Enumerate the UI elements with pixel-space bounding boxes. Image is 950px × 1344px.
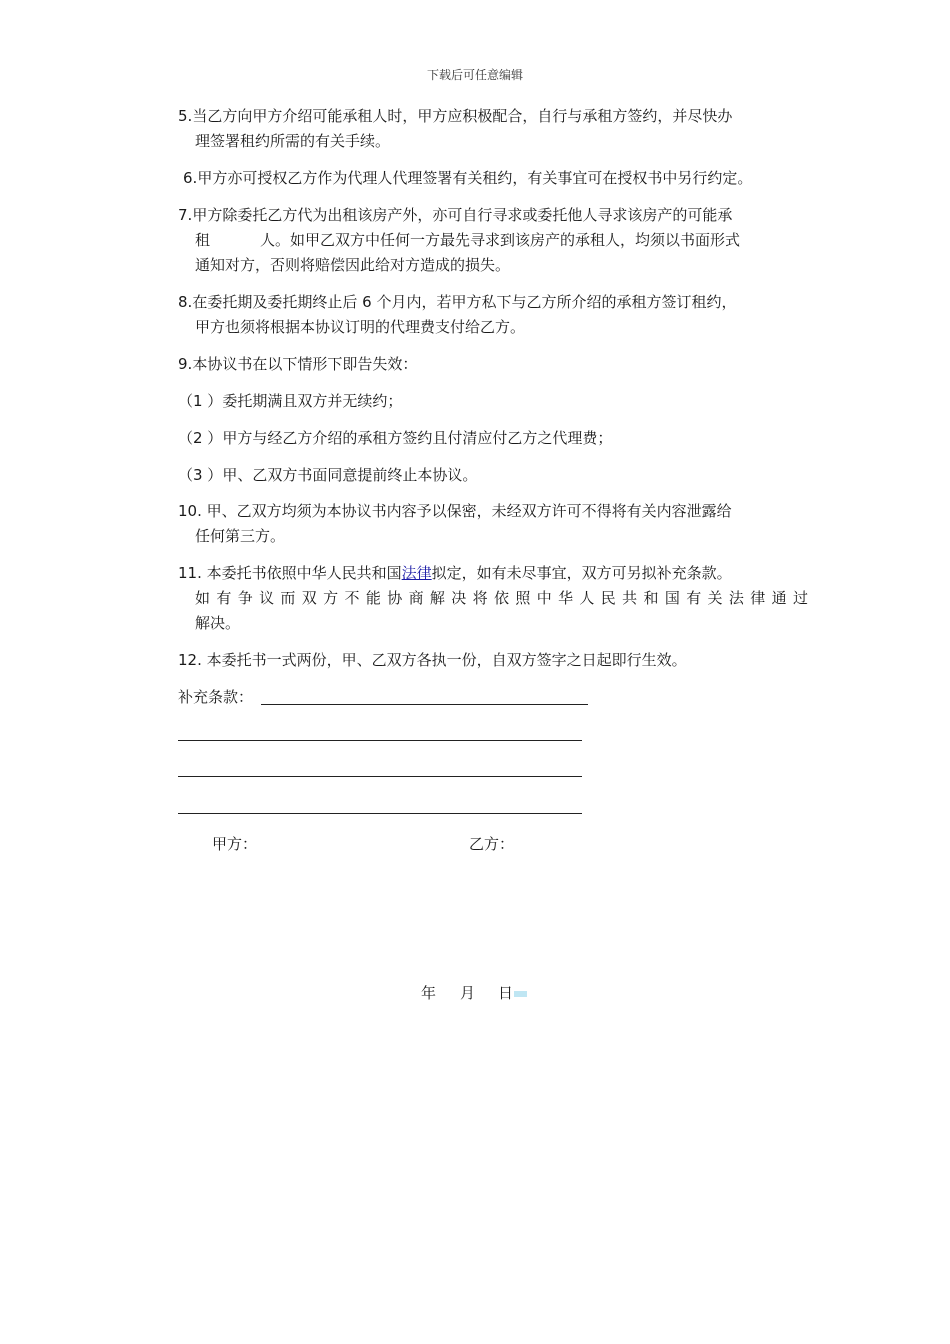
- clause-6: [183, 166, 823, 191]
- clause-number: 7.: [178, 206, 193, 224]
- party-b-label: 乙方：: [469, 835, 515, 853]
- clause-text: 甲方除委托乙方代为出租该房产外，亦可自行寻求或委托他人寻求该房产的可能承: [192, 206, 733, 224]
- clause-number: 5.: [178, 107, 193, 125]
- clause-text-fragment: 人。如甲乙双方中任何一方最先寻求到该房产的承租人，均须以书面形式: [260, 231, 741, 249]
- clause-text: 甲、乙双方均须为本协议书内容予以保密，未经双方许可不得将有关内容泄露给: [201, 502, 732, 520]
- clause-number: 8.: [178, 293, 193, 311]
- clause-text: 本委托书一式两份，甲、乙双方各执一份，自双方签字之日起即行生效。: [201, 651, 687, 669]
- clause-text-cont: 甲方也须将根据本协议订明的代理费支付给乙方。: [195, 318, 526, 336]
- clause-10: [178, 499, 808, 549]
- supplement-line[interactable]: [178, 776, 582, 777]
- clause-11: [178, 561, 808, 636]
- clause-text: 本协议书在以下情形下即告失效：: [192, 355, 418, 373]
- sub-clause-text: 委托期满且双方并无续约；: [222, 392, 403, 410]
- clause-8: [178, 290, 808, 340]
- clause-number: 11.: [178, 564, 202, 582]
- sub-clause-text: 甲方与经乙方介绍的承租方签约且付清应付乙方之代理费；: [222, 429, 613, 447]
- clause-number: 10.: [178, 502, 202, 520]
- sub-clause-2: [178, 426, 808, 451]
- clause-number: 6.: [183, 169, 198, 187]
- clause-7: [178, 203, 808, 278]
- party-a-label: 甲方：: [212, 835, 258, 853]
- supplement-line[interactable]: [178, 740, 582, 741]
- clause-text: 本委托书依照中华人民共和国: [201, 564, 402, 582]
- supplement-label: 补充条款：: [178, 688, 254, 706]
- clause-text-cont: 任何第三方。: [195, 527, 286, 545]
- clause-text-cont: 如有争议而双方不能协商解决将依照中华人民共和国有关法律通过: [195, 589, 808, 607]
- sub-clause-number: （3 ）: [178, 466, 223, 484]
- clause-text-cont: 通知对方，否则将赔偿因此给对方造成的损失。: [195, 256, 511, 274]
- clause-text: 在委托期及委托期终止后: [192, 293, 358, 311]
- date-year: 年: [421, 984, 437, 1002]
- supplement-line[interactable]: [178, 813, 582, 814]
- sub-clause-3: [178, 463, 808, 488]
- supplement-line[interactable]: [261, 704, 588, 705]
- sub-clause-number: （2 ）: [178, 429, 223, 447]
- clause-text-cont: 解决。: [195, 614, 241, 632]
- text-cursor-highlight: [514, 991, 527, 997]
- sub-clause-1: [178, 389, 808, 414]
- clause-text: 甲方亦可授权乙方作为代理人代理签署有关租约，有关事宜可在授权书中另行约定。: [197, 169, 753, 187]
- clause-number: 12.: [178, 651, 202, 669]
- clause-number: 9.: [178, 355, 193, 373]
- clause-text: 拟定，如有未尽事宜，双方可另拟补充条款。: [431, 564, 732, 582]
- clause-text: 个月内，若甲方私下与乙方所介绍的承租方签订租约，: [376, 293, 737, 311]
- months-number: 6: [362, 293, 372, 311]
- date-day: 日: [498, 984, 514, 1002]
- sub-clause-text: 甲、乙双方书面同意提前终止本协议。: [222, 466, 478, 484]
- page-header: 下载后可任意编辑: [426, 68, 523, 82]
- clause-text-fragment: 租: [195, 231, 211, 249]
- clause-text-cont: 理签署租约所需的有关手续。: [195, 132, 391, 150]
- law-link[interactable]: 法律: [401, 564, 432, 582]
- clause-9: [178, 352, 808, 377]
- clause-text: 当乙方向甲方介绍可能承租人时，甲方应积极配合，自行与承租方签约，并尽快办: [192, 107, 733, 125]
- date-month: 月: [460, 984, 476, 1002]
- clause-5: [178, 104, 808, 154]
- clause-text-cont: [178, 228, 808, 253]
- sub-clause-number: （1 ）: [178, 392, 223, 410]
- clause-12: [178, 648, 808, 673]
